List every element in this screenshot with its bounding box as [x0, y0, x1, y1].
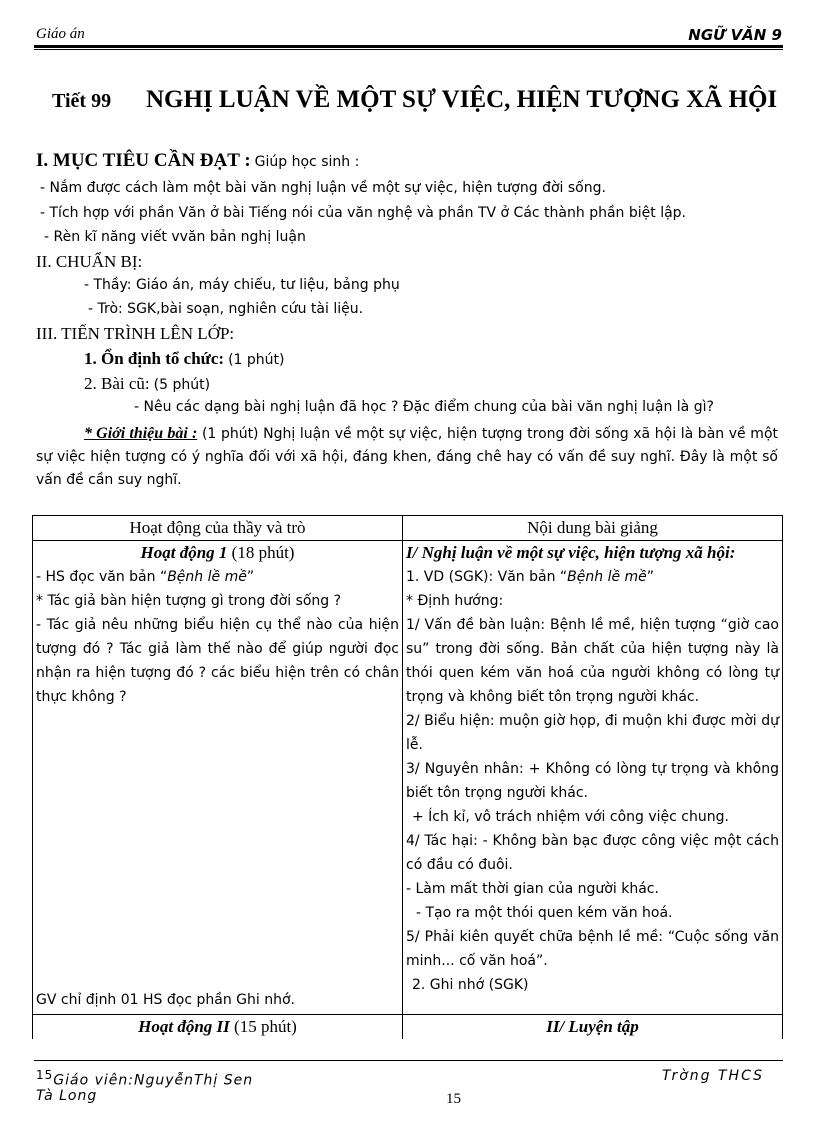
right-p1: 1/ Vấn đề bàn luận: Bệnh lề mề, hiện tượng “giờ cao su” trong đời sống. Bản chất của hiện tượng này là thói quen kém văn hoá của người không có lòng tự trọng và không biết tôn trọng người khác. [406, 617, 779, 705]
right-p3: 3/ Nguyên nhân: + Không có lòng tự trọng và không biết tôn trọng người khác. [406, 761, 779, 801]
section1-heading-line [36, 150, 359, 172]
footer-left-line1 [36, 1068, 253, 1089]
footer-teacher: Giáo viên:NguyễnThị Sen [53, 1072, 254, 1089]
right-cell [403, 1015, 783, 1040]
section1-subheading: Giúp học sinh : [254, 154, 360, 170]
right-p4b: - Làm mất thời gian của người khác. [406, 881, 659, 897]
col-right-header: Nội dung bài giảng [403, 516, 783, 541]
table-header-row [33, 516, 783, 541]
left-read-prefix: - HS đọc văn bản “ [36, 569, 168, 585]
activity2-title: Hoạt động II [138, 1017, 230, 1036]
right-p4c: - Tạo ra một thói quen kém văn hoá. [416, 905, 673, 921]
page-number: 15 [446, 1091, 461, 1107]
right-p5: 5/ Phải kiên quyết chữa bệnh lề mề: “Cuộc sống văn minh... cố văn hoá”. [406, 929, 779, 969]
footer-school: Trờng THCS [662, 1068, 764, 1084]
right-p4: 4/ Tác hại: - Không bàn bạc được công việc một cách có đầu có đuôi. [406, 833, 779, 873]
col-left-header: Hoạt động của thầy và trò [33, 516, 403, 541]
intro-lead: * Giới thiệu bài : [84, 425, 198, 442]
activity1-time: (18 phút) [231, 543, 295, 562]
right-section-title: I/ Nghị luận về một sự việc, hiện tượng xã hội: [406, 543, 736, 562]
intro-text: (1 phút) Nghị luận về một sự việc, hiện tượng trong đời sống xã hội là bàn về một sự việc hiện tượng có ý nghĩa đối với xã hội, đáng khen, đáng chê hay có vấn đề suy nghĩ. Đây là một số vấn đề cần suy nghĩ. [36, 426, 778, 488]
lesson-table [32, 515, 783, 1039]
right-section2-title: II/ Luyện tập [546, 1017, 639, 1036]
step1-line [84, 349, 285, 369]
left-read-title: Bệnh lề mề [167, 569, 247, 585]
left-gv: GV chỉ định 01 HS đọc phần Ghi nhớ. [36, 992, 295, 1008]
header-rule-thin [34, 49, 783, 50]
activity1-title-line [36, 541, 399, 565]
intro-paragraph [36, 422, 778, 492]
activity2-title-line [36, 1015, 399, 1039]
step2-question: - Nêu các dạng bài nghị luận đã học ? Đặc điểm chung của bài văn nghị luận là gì? [134, 399, 714, 415]
section3-heading: III. TIẾN TRÌNH LÊN LỚP: [36, 324, 235, 343]
section1-item: - Nắm được cách làm một bài văn nghị luận về một sự việc, hiện tượng đời sống. [40, 180, 606, 196]
step1-time: (1 phút) [228, 352, 285, 368]
footer-left-line2: Tà Long [36, 1088, 98, 1104]
left-q1: * Tác giả bàn hiện tượng gì trong đời sống ? [36, 593, 342, 609]
footer-rule [34, 1060, 783, 1061]
left-read-suffix: ” [246, 569, 255, 585]
right-vd-prefix: 1. VD (SGK): Văn bản “ [406, 569, 568, 585]
section1-item: - Rèn kĩ năng viết vvăn bản nghị luận [44, 229, 306, 245]
lesson-number: Tiết 99 [52, 90, 112, 112]
step2-label: 2. Bài cũ: [84, 374, 150, 393]
left-cell [33, 541, 403, 1015]
table-row [33, 541, 783, 1015]
step2-line [84, 374, 210, 394]
right-vd-title: Bệnh lề mề [567, 569, 647, 585]
section2-item: - Thầy: Giáo án, máy chiếu, tư liệu, bảng phụ [84, 277, 400, 293]
right-dinhhuong: * Định hướng: [406, 593, 504, 609]
header-rule-thick [34, 45, 783, 48]
header-right: NGỮ VĂN 9 [688, 26, 782, 44]
left-q2: - Tác giả nêu những biểu hiện cụ thể nào của hiện tượng đó ? Tác giả làm thế nào để giúp người đọc nhận ra hiện tượng đó ? các biểu hiện trên có chân thực không ? [36, 617, 399, 705]
right-p3b: + Ích kỉ, vô trách nhiệm với công việc chung. [412, 809, 729, 825]
activity1-title: Hoạt động 1 [140, 543, 228, 562]
step2-time: (5 phút) [153, 377, 211, 393]
footer-left-prefix: 15 [36, 1068, 54, 1082]
left-read-line [36, 565, 399, 589]
section1-item: - Tích hợp với phần Văn ở bài Tiếng nói của văn nghệ và phần TV ở Các thành phần biệt lập. [40, 205, 686, 221]
step1-label: 1. Ổn định tổ chức: [84, 349, 225, 368]
left-cell [33, 1015, 403, 1040]
right-p2: 2/ Biểu hiện: muộn giờ họp, đi muộn khi được mời dự lễ. [406, 713, 779, 753]
section2-heading: II. CHUẨN BỊ: [36, 252, 143, 271]
right-cell [403, 541, 783, 1015]
table-row [33, 1015, 783, 1040]
lesson-title: NGHỊ LUẬN VỀ MỘT SỰ VIỆC, HIỆN TƯỢNG XÃ HỘI [146, 86, 778, 113]
right-ghinho: 2. Ghi nhớ (SGK) [412, 977, 529, 993]
right-vd-suffix: ” [646, 569, 655, 585]
section2-item: - Trò: SGK,bài soạn, nghiên cứu tài liệu. [88, 301, 364, 317]
activity2-time: (15 phút) [234, 1017, 297, 1036]
header-left: Giáo án [36, 26, 85, 42]
section1-heading: I. MỤC TIÊU CẦN ĐẠT : [36, 150, 251, 171]
right-vd-line [406, 565, 779, 589]
